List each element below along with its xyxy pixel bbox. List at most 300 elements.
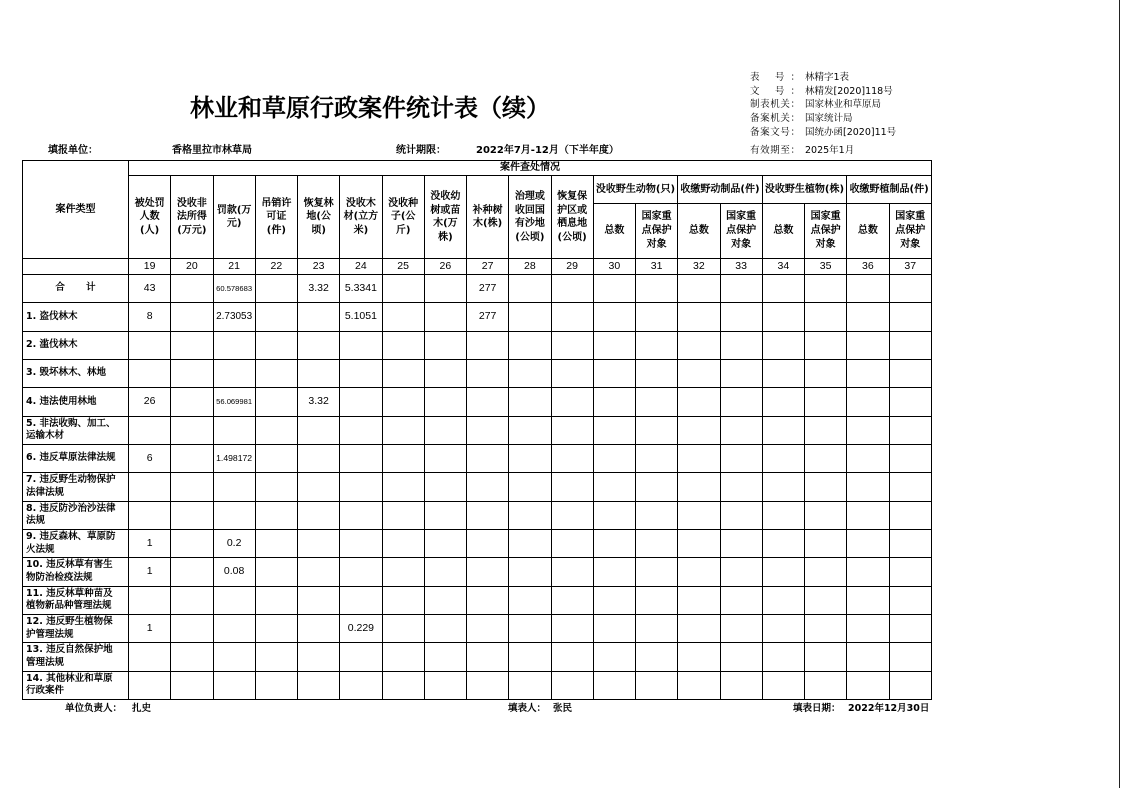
cell-col-37 (889, 473, 932, 501)
cell-col-31 (636, 643, 678, 671)
cell-col-27 (467, 275, 509, 303)
cell-value: 5.3341 (344, 282, 377, 295)
cell-col-27 (467, 643, 509, 671)
cell-col-26 (424, 586, 466, 614)
cell-col-23 (298, 671, 340, 699)
cell-col-37 (889, 501, 932, 529)
cell-col-34 (762, 388, 804, 416)
cell-col-30 (593, 643, 635, 671)
cell-col-26 (424, 473, 466, 501)
column-number-row (23, 259, 932, 275)
statistics-period-label: 统计期限： (396, 145, 446, 156)
cell-col-19 (129, 558, 171, 586)
cell-col-36 (847, 529, 889, 557)
fill-date-value: 2022年12月30日 (848, 703, 930, 714)
cell-col-31 (636, 416, 678, 444)
cell-col-31 (636, 473, 678, 501)
cell-col-33 (720, 303, 762, 331)
cell-col-30 (593, 501, 635, 529)
cell-col-24 (340, 643, 382, 671)
cell-col-34 (762, 275, 804, 303)
cell-col-29 (551, 614, 593, 642)
subgroup-header-wild-animals: 没收野生动物(只) (593, 176, 678, 204)
form-info-document-number (750, 85, 950, 98)
cell-col-31 (636, 614, 678, 642)
cell-col-23 (298, 501, 340, 529)
cell-col-32 (678, 501, 720, 529)
cell-col-20 (171, 586, 213, 614)
cell-col-21 (213, 501, 255, 529)
subgroup-header-wild-animal-products: 收缴野动制品(件) (678, 176, 763, 204)
cell-col-27 (467, 558, 509, 586)
cell-col-32 (678, 558, 720, 586)
form-info-label: 有效期至： (750, 145, 800, 156)
cell-col-27 (467, 671, 509, 699)
cell-col-32 (678, 473, 720, 501)
form-info-label: 文 号： (750, 86, 800, 97)
cell-col-35 (805, 671, 847, 699)
cell-col-19 (129, 359, 171, 387)
row-label: 2. 滥伐林木 (23, 331, 129, 359)
subcolumn-header-key-protected: 国家重点保护对象 (805, 204, 847, 259)
cell-col-35 (805, 331, 847, 359)
cell-col-33 (720, 275, 762, 303)
cell-col-27 (467, 331, 509, 359)
subcolumn-header-key-protected: 国家重点保护对象 (720, 204, 762, 259)
cell-col-24 (340, 275, 382, 303)
cell-col-33 (720, 331, 762, 359)
cell-col-33 (720, 671, 762, 699)
page-title: 林业和草原行政案件统计表（续） (190, 93, 550, 122)
cell-col-36 (847, 614, 889, 642)
column-header-confiscated-seeds: 没收种子(公斤) (382, 176, 424, 259)
cell-col-37 (889, 388, 932, 416)
cell-col-26 (424, 614, 466, 642)
column-header-penalized-persons: 被处罚人数(人) (129, 176, 171, 259)
cell-col-34 (762, 331, 804, 359)
cell-col-24 (340, 303, 382, 331)
subcolumn-header-total: 总数 (762, 204, 804, 259)
cell-col-34 (762, 416, 804, 444)
cell-col-22 (255, 558, 297, 586)
cell-col-23 (298, 614, 340, 642)
cell-col-21 (213, 671, 255, 699)
cell-col-21 (213, 529, 255, 557)
form-info-table-number (750, 71, 950, 84)
cell-col-31 (636, 586, 678, 614)
cell-col-36 (847, 303, 889, 331)
cell-col-21 (213, 643, 255, 671)
cell-value: 5.1051 (344, 310, 377, 323)
column-header-replanted-trees: 补种树木(株) (467, 176, 509, 259)
cell-col-27 (467, 416, 509, 444)
cell-col-20 (171, 529, 213, 557)
cell-col-28 (509, 416, 551, 444)
cell-col-21 (213, 444, 255, 472)
cell-col-21 (213, 388, 255, 416)
cell-col-25 (382, 501, 424, 529)
cell-col-32 (678, 359, 720, 387)
cell-value: 8 (146, 310, 153, 323)
cell-col-35 (805, 303, 847, 331)
cell-col-33 (720, 614, 762, 642)
cell-col-36 (847, 501, 889, 529)
cell-col-19 (129, 444, 171, 472)
cell-col-36 (847, 416, 889, 444)
cell-col-25 (382, 586, 424, 614)
subcolumn-header-total: 总数 (593, 204, 635, 259)
cell-col-26 (424, 303, 466, 331)
cell-col-31 (636, 388, 678, 416)
cell-col-30 (593, 586, 635, 614)
cell-col-28 (509, 529, 551, 557)
cell-value: 6 (146, 452, 153, 465)
table-row (23, 643, 932, 671)
cell-col-32 (678, 671, 720, 699)
cell-col-22 (255, 359, 297, 387)
cell-col-29 (551, 331, 593, 359)
column-number: 25 (382, 259, 424, 275)
cell-col-22 (255, 614, 297, 642)
cell-col-21 (213, 558, 255, 586)
cell-col-22 (255, 586, 297, 614)
cell-col-33 (720, 529, 762, 557)
cell-col-25 (382, 671, 424, 699)
cell-col-29 (551, 303, 593, 331)
cell-value: 3.32 (308, 395, 329, 408)
cell-col-30 (593, 303, 635, 331)
cell-col-31 (636, 303, 678, 331)
table-row (23, 671, 932, 699)
row-label: 3. 毁坏林木、林地 (23, 359, 129, 387)
cell-col-31 (636, 275, 678, 303)
cell-col-26 (424, 444, 466, 472)
cell-col-29 (551, 275, 593, 303)
cell-col-25 (382, 473, 424, 501)
table-row (23, 614, 932, 642)
cell-col-37 (889, 529, 932, 557)
cell-col-31 (636, 501, 678, 529)
column-number: 37 (889, 259, 932, 275)
group-header-case-handling: 案件查处情况 (129, 161, 932, 176)
subcolumn-header-total: 总数 (847, 204, 889, 259)
cell-col-23 (298, 359, 340, 387)
cell-col-21 (213, 614, 255, 642)
cell-col-35 (805, 558, 847, 586)
reporting-unit-label: 填报单位： (48, 145, 98, 156)
cell-col-30 (593, 558, 635, 586)
cell-col-23 (298, 303, 340, 331)
cell-col-24 (340, 529, 382, 557)
cell-col-35 (805, 416, 847, 444)
table-body (23, 259, 932, 700)
cell-col-27 (467, 586, 509, 614)
page-edge-line (1119, 0, 1120, 788)
cell-col-20 (171, 444, 213, 472)
cell-value: 277 (478, 310, 497, 323)
table-row (23, 331, 932, 359)
case-statistics-table (22, 160, 932, 700)
cell-col-35 (805, 529, 847, 557)
column-number-row-label (23, 259, 129, 275)
cell-col-37 (889, 643, 932, 671)
cell-value: 277 (478, 282, 497, 295)
column-number: 28 (509, 259, 551, 275)
cell-col-28 (509, 275, 551, 303)
cell-col-19 (129, 331, 171, 359)
cell-col-37 (889, 303, 932, 331)
cell-col-26 (424, 643, 466, 671)
form-info-label: 制表机关： (750, 99, 800, 110)
cell-col-22 (255, 388, 297, 416)
cell-col-37 (889, 444, 932, 472)
cell-col-24 (340, 331, 382, 359)
cell-col-34 (762, 303, 804, 331)
cell-col-27 (467, 388, 509, 416)
cell-col-31 (636, 444, 678, 472)
cell-col-27 (467, 444, 509, 472)
cell-col-20 (171, 558, 213, 586)
cell-col-22 (255, 643, 297, 671)
cell-col-19 (129, 586, 171, 614)
column-number: 32 (678, 259, 720, 275)
cell-col-28 (509, 643, 551, 671)
cell-col-29 (551, 388, 593, 416)
cell-col-29 (551, 586, 593, 614)
cell-col-28 (509, 303, 551, 331)
cell-col-32 (678, 275, 720, 303)
cell-col-28 (509, 473, 551, 501)
row-header-case-type: 案件类型 (23, 161, 129, 259)
cell-col-34 (762, 558, 804, 586)
cell-col-30 (593, 444, 635, 472)
form-filler-label: 填表人： (508, 703, 547, 714)
cell-col-27 (467, 614, 509, 642)
cell-col-24 (340, 444, 382, 472)
cell-col-24 (340, 586, 382, 614)
column-number: 19 (129, 259, 171, 275)
form-info-valid-until (750, 144, 950, 157)
cell-col-35 (805, 359, 847, 387)
cell-col-20 (171, 614, 213, 642)
cell-col-35 (805, 614, 847, 642)
cell-col-20 (171, 303, 213, 331)
cell-col-32 (678, 416, 720, 444)
table-row (23, 529, 932, 557)
column-header-revoked-licenses: 吊销许可证(件) (255, 176, 297, 259)
column-header-restored-forest-land: 恢复林地(公顷) (298, 176, 340, 259)
cell-col-26 (424, 416, 466, 444)
cell-value: 1.498172 (216, 453, 253, 464)
cell-col-24 (340, 501, 382, 529)
cell-col-33 (720, 388, 762, 416)
cell-col-25 (382, 416, 424, 444)
cell-col-19 (129, 416, 171, 444)
cell-col-34 (762, 529, 804, 557)
cell-col-27 (467, 473, 509, 501)
cell-col-26 (424, 275, 466, 303)
column-header-confiscated-illegal-gains: 没收非法所得(万元) (171, 176, 213, 259)
cell-col-28 (509, 501, 551, 529)
cell-col-28 (509, 359, 551, 387)
cell-col-26 (424, 558, 466, 586)
cell-col-35 (805, 501, 847, 529)
column-number: 35 (805, 259, 847, 275)
cell-col-27 (467, 359, 509, 387)
cell-col-19 (129, 643, 171, 671)
column-number: 23 (298, 259, 340, 275)
cell-col-21 (213, 303, 255, 331)
cell-col-32 (678, 643, 720, 671)
cell-col-32 (678, 586, 720, 614)
row-label: 6. 违反草原法律法规 (23, 444, 129, 472)
cell-col-23 (298, 331, 340, 359)
cell-col-35 (805, 275, 847, 303)
table-row (23, 586, 932, 614)
cell-col-34 (762, 501, 804, 529)
row-label: 4. 违法使用林地 (23, 388, 129, 416)
cell-col-26 (424, 529, 466, 557)
cell-col-22 (255, 473, 297, 501)
cell-col-27 (467, 529, 509, 557)
row-label: 10. 违反林草有害生物防治检疫法规 (23, 558, 129, 586)
cell-col-36 (847, 473, 889, 501)
cell-col-31 (636, 558, 678, 586)
cell-value: 26 (143, 395, 156, 408)
form-info-value: 国统办函[2020]11号 (805, 127, 897, 138)
cell-col-28 (509, 614, 551, 642)
table-row (23, 303, 932, 331)
cell-col-30 (593, 416, 635, 444)
cell-value: 2.73053 (216, 311, 253, 323)
cell-col-36 (847, 671, 889, 699)
cell-col-32 (678, 331, 720, 359)
cell-col-23 (298, 643, 340, 671)
cell-col-31 (636, 331, 678, 359)
cell-col-24 (340, 359, 382, 387)
cell-col-23 (298, 275, 340, 303)
column-number: 31 (636, 259, 678, 275)
cell-col-34 (762, 359, 804, 387)
row-label: 7. 违反野生动物保护法律法规 (23, 473, 129, 501)
column-header-restored-reserve-habitat: 恢复保护区或栖息地(公顷) (551, 176, 593, 259)
cell-col-37 (889, 275, 932, 303)
cell-col-29 (551, 671, 593, 699)
cell-col-34 (762, 643, 804, 671)
column-number: 26 (424, 259, 466, 275)
row-label: 11. 违反林草种苗及植物新品种管理法规 (23, 586, 129, 614)
cell-col-19 (129, 275, 171, 303)
cell-col-25 (382, 303, 424, 331)
cell-col-37 (889, 614, 932, 642)
cell-col-20 (171, 359, 213, 387)
cell-col-37 (889, 558, 932, 586)
cell-col-35 (805, 643, 847, 671)
table-row (23, 558, 932, 586)
cell-col-21 (213, 416, 255, 444)
cell-col-22 (255, 416, 297, 444)
cell-col-22 (255, 671, 297, 699)
cell-col-31 (636, 671, 678, 699)
form-info-value: 林精字1表 (805, 72, 850, 83)
cell-col-20 (171, 388, 213, 416)
form-info-issuing-authority (750, 98, 950, 111)
unit-leader-name: 扎史 (132, 703, 152, 714)
cell-col-36 (847, 643, 889, 671)
cell-col-23 (298, 416, 340, 444)
cell-col-21 (213, 473, 255, 501)
cell-col-21 (213, 586, 255, 614)
cell-col-36 (847, 388, 889, 416)
column-number: 36 (847, 259, 889, 275)
cell-col-25 (382, 614, 424, 642)
cell-col-19 (129, 671, 171, 699)
cell-col-35 (805, 473, 847, 501)
cell-value: 60.578683 (216, 284, 253, 294)
column-number: 30 (593, 259, 635, 275)
cell-col-22 (255, 303, 297, 331)
cell-col-20 (171, 416, 213, 444)
cell-value: 0.2 (226, 537, 242, 550)
cell-col-20 (171, 331, 213, 359)
form-info-label: 备案文号： (750, 127, 800, 138)
cell-col-32 (678, 529, 720, 557)
cell-col-22 (255, 331, 297, 359)
column-number: 20 (171, 259, 213, 275)
table-row (23, 444, 932, 472)
cell-col-19 (129, 529, 171, 557)
cell-col-37 (889, 586, 932, 614)
subcolumn-header-total: 总数 (678, 204, 720, 259)
cell-col-28 (509, 331, 551, 359)
cell-col-19 (129, 303, 171, 331)
cell-col-33 (720, 416, 762, 444)
statistics-period-value: 2022年7月-12月（下半年度） (476, 145, 619, 156)
cell-col-29 (551, 643, 593, 671)
cell-col-29 (551, 444, 593, 472)
cell-col-32 (678, 303, 720, 331)
row-label: 合 计 (23, 275, 129, 303)
cell-value: 1 (146, 537, 153, 550)
subcolumn-header-key-protected: 国家重点保护对象 (636, 204, 678, 259)
table-row (23, 388, 932, 416)
cell-col-23 (298, 388, 340, 416)
form-filler-name: 张民 (553, 703, 573, 714)
column-header-reclaimed-sandy-land: 治理或收回国有沙地(公顷) (509, 176, 551, 259)
cell-col-21 (213, 331, 255, 359)
cell-value: 56.069981 (216, 397, 253, 407)
cell-value: 3.32 (308, 282, 329, 295)
cell-col-33 (720, 501, 762, 529)
cell-col-22 (255, 529, 297, 557)
cell-col-24 (340, 558, 382, 586)
cell-col-28 (509, 671, 551, 699)
cell-col-27 (467, 501, 509, 529)
column-number: 33 (720, 259, 762, 275)
cell-col-29 (551, 416, 593, 444)
row-label: 9. 违反森林、草原防火法规 (23, 529, 129, 557)
form-info-value: 林精发[2020]118号 (805, 86, 893, 97)
cell-col-33 (720, 473, 762, 501)
cell-value: 0.08 (223, 565, 245, 578)
cell-col-33 (720, 586, 762, 614)
row-label: 8. 违反防沙治沙法律法规 (23, 501, 129, 529)
subgroup-header-wild-plant-products: 收缴野植制品(件) (847, 176, 932, 204)
cell-col-22 (255, 444, 297, 472)
cell-col-22 (255, 501, 297, 529)
form-info-label: 备案机关： (750, 113, 800, 124)
cell-col-30 (593, 359, 635, 387)
